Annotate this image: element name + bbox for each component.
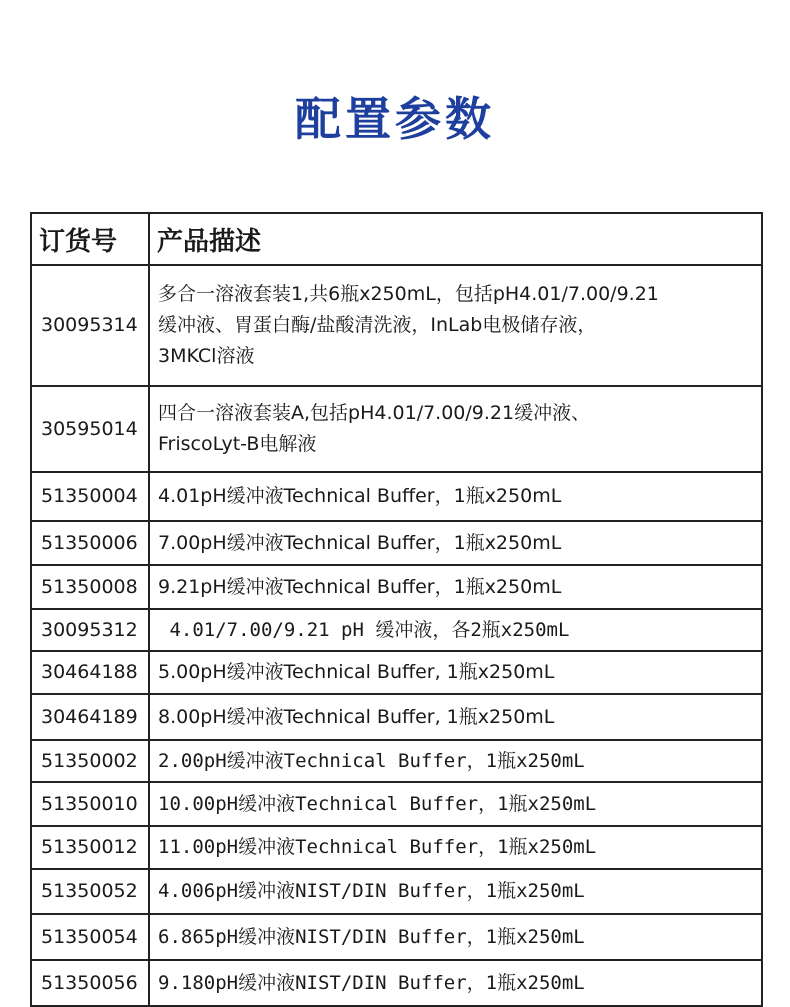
table-row — [31, 565, 762, 609]
description-cell: 4.006pH缓冲液NIST/DIN Buffer，1瓶x250mL — [149, 869, 762, 914]
table-row — [31, 694, 762, 740]
order-number-cell: 30095314 — [31, 265, 149, 386]
order-number-cell: 51350004 — [31, 472, 149, 521]
table-row — [31, 826, 762, 869]
description-cell: 4.01/7.00/9.21 pH 缓冲液，各2瓶x250mL — [149, 609, 762, 651]
description-cell: 5.00pH缓冲液Technical Buffer, 1瓶x250mL — [149, 651, 762, 694]
table-row — [31, 386, 762, 472]
order-number-cell: 30464188 — [31, 651, 149, 694]
description-header: 产品描述 — [149, 213, 762, 265]
spec-table — [30, 212, 763, 1007]
table-row — [31, 740, 762, 782]
description-cell: 11.00pH缓冲液Technical Buffer，1瓶x250mL — [149, 826, 762, 869]
order-number-cell: 51350006 — [31, 521, 149, 565]
description-cell: 6.865pH缓冲液NIST/DIN Buffer，1瓶x250mL — [149, 914, 762, 960]
order-number-cell: 30095312 — [31, 609, 149, 651]
table-row — [31, 265, 762, 386]
table-row — [31, 914, 762, 960]
order-number-cell: 51350002 — [31, 740, 149, 782]
description-cell: 多合一溶液套装1,共6瓶x250mL，包括pH4.01/7.00/9.21 缓冲液、胃蛋白酶/盐酸清洗液，InLab电极储存液， 3MKCl溶液 — [149, 265, 762, 386]
table-row — [31, 869, 762, 914]
table-header-row — [31, 213, 762, 265]
order-number-cell: 30464189 — [31, 694, 149, 740]
order-number-cell: 30595014 — [31, 386, 149, 472]
table-row — [31, 782, 762, 826]
page-title: 配置参数 — [295, 92, 495, 146]
table-row — [31, 521, 762, 565]
description-cell: 9.21pH缓冲液Technical Buffer，1瓶x250mL — [149, 565, 762, 609]
description-cell: 9.180pH缓冲液NIST/DIN Buffer，1瓶x250mL — [149, 960, 762, 1006]
table-row — [31, 651, 762, 694]
description-cell: 四合一溶液套装A,包括pH4.01/7.00/9.21缓冲液、 FriscoLyt-B电解液 — [149, 386, 762, 472]
table-row — [31, 960, 762, 1006]
description-cell: 7.00pH缓冲液Technical Buffer，1瓶x250mL — [149, 521, 762, 565]
table-row — [31, 609, 762, 651]
order-number-cell: 51350010 — [31, 782, 149, 826]
table-row — [31, 472, 762, 521]
order-number-header: 订货号 — [31, 213, 149, 265]
order-number-cell: 51350054 — [31, 914, 149, 960]
description-cell: 4.01pH缓冲液Technical Buffer，1瓶x250mL — [149, 472, 762, 521]
order-number-cell: 51350008 — [31, 565, 149, 609]
order-number-cell: 51350012 — [31, 826, 149, 869]
description-cell: 2.00pH缓冲液Technical Buffer，1瓶x250mL — [149, 740, 762, 782]
order-number-cell: 51350052 — [31, 869, 149, 914]
description-cell: 10.00pH缓冲液Technical Buffer，1瓶x250mL — [149, 782, 762, 826]
description-cell: 8.00pH缓冲液Technical Buffer, 1瓶x250mL — [149, 694, 762, 740]
order-number-cell: 51350056 — [31, 960, 149, 1006]
